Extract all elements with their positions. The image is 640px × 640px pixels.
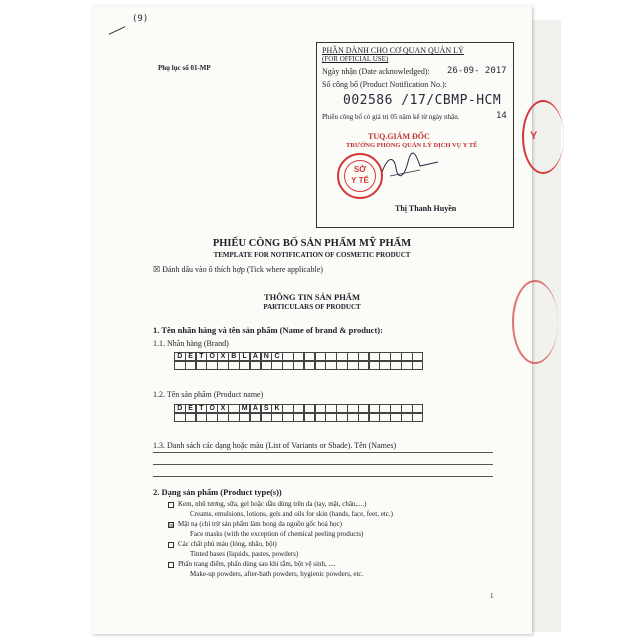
product-blank-cell[interactable] — [358, 413, 370, 422]
signature-image — [380, 150, 440, 180]
brand-letter-cell[interactable] — [336, 352, 348, 361]
brand-letter-cell[interactable]: T — [196, 352, 208, 361]
brand-letter-cell[interactable]: B — [228, 352, 240, 361]
option-1-checkbox[interactable] — [168, 502, 174, 508]
product-blank-cell[interactable] — [412, 413, 424, 422]
signer-name: Thị Thanh Huyền — [395, 204, 457, 213]
brand-letter-cell[interactable] — [325, 352, 337, 361]
product-blank-cell[interactable] — [206, 413, 218, 422]
brand-grid — [174, 352, 423, 361]
product-blank-cell[interactable] — [325, 413, 337, 422]
brand-blank-cell[interactable] — [412, 361, 424, 370]
brand-blank-cell[interactable] — [369, 361, 381, 370]
official-subtitle: (FOR OFFICIAL USE) — [322, 55, 389, 63]
product-letter-cell[interactable] — [401, 404, 413, 413]
brand-blank-cell[interactable] — [228, 361, 240, 370]
brand-blank-cell[interactable] — [401, 361, 413, 370]
product-letter-cell[interactable]: A — [250, 404, 262, 413]
signer-department: TRƯỞNG PHÒNG QUẢN LÝ DỊCH VỤ Y TẾ — [346, 142, 478, 149]
brand-blank-cell[interactable] — [250, 361, 262, 370]
brand-letter-cell[interactable] — [315, 352, 327, 361]
product-letter-cell[interactable] — [304, 404, 316, 413]
brand-blank-cell[interactable] — [239, 361, 251, 370]
section-title: THÔNG TIN SẢN PHẨM — [264, 292, 360, 302]
option-3-vi: Các chất phủ màu (lỏng, nhão, bột) — [178, 540, 277, 548]
product-letter-cell[interactable] — [315, 404, 327, 413]
product-blank-cell[interactable] — [347, 413, 359, 422]
product-blank-cell[interactable] — [304, 413, 316, 422]
product-letter-cell[interactable]: O — [206, 404, 218, 413]
option-1-en: Creams, emulsions, lotions, gels and oils for skin (hands, face, feet, etc.) — [190, 510, 393, 518]
brand-letter-cell[interactable] — [369, 352, 381, 361]
brand-letter-cell[interactable] — [379, 352, 391, 361]
product-letter-cell[interactable] — [369, 404, 381, 413]
date-value: 26-09- 2017 — [447, 66, 507, 76]
brand-blank-cell[interactable] — [282, 361, 294, 370]
variants-label: 1.3. Danh sách các dạng hoặc màu (List of Variants or Shade). Tên (Names) — [153, 441, 397, 450]
variants-line-3 — [153, 476, 493, 477]
product-letter-cell[interactable]: E — [185, 404, 197, 413]
tick-note — [153, 265, 323, 274]
product-letter-cell[interactable] — [358, 404, 370, 413]
option-4-checkbox[interactable] — [168, 562, 174, 568]
brand-letter-cell[interactable]: N — [261, 352, 273, 361]
product-blank-cell[interactable] — [239, 413, 251, 422]
option-4-vi: Phấn trang điểm, phấn dùng sau khi tắm, bột vệ sinh, .... — [178, 560, 336, 568]
brand-letter-cell[interactable]: L — [239, 352, 251, 361]
brand-letter-cell[interactable] — [282, 352, 294, 361]
product-blank-cell[interactable] — [379, 413, 391, 422]
product-letter-cell[interactable]: T — [196, 404, 208, 413]
product-blank-cell[interactable] — [174, 413, 186, 422]
product-blank-cell[interactable] — [217, 413, 229, 422]
side-stamp-top — [522, 100, 564, 174]
page-number: 1 — [490, 592, 494, 600]
brand-letter-cell[interactable] — [401, 352, 413, 361]
product-blank-cell[interactable] — [336, 413, 348, 422]
product-blank-cell[interactable] — [282, 413, 294, 422]
product-letter-cell[interactable] — [282, 404, 294, 413]
brand-blank-cell[interactable] — [293, 361, 305, 370]
brand-blank-cell[interactable] — [304, 361, 316, 370]
brand-letter-cell[interactable] — [304, 352, 316, 361]
brand-blank-cell[interactable] — [217, 361, 229, 370]
variants-line-1 — [153, 452, 493, 453]
notification-number: 002586 /17/CBMP-HCM — [343, 93, 502, 108]
document-subtitle: TEMPLATE FOR NOTIFICATION OF COSMETIC PRODUCT — [213, 251, 411, 259]
brand-blank-cell[interactable] — [358, 361, 370, 370]
product-name-label: 1.2. Tên sản phẩm (Product name) — [153, 390, 264, 399]
part2-heading: 2. Dạng sản phẩm (Product type(s)) — [153, 487, 282, 497]
brand-letter-cell[interactable] — [390, 352, 402, 361]
brand-label: 1.1. Nhãn hàng (Brand) — [153, 339, 229, 348]
brand-grid-row-2 — [174, 361, 423, 370]
section-subtitle: PARTICULARS OF PRODUCT — [263, 303, 361, 311]
brand-blank-cell[interactable] — [196, 361, 208, 370]
product-blank-cell[interactable] — [271, 413, 283, 422]
part1-heading: 1. Tên nhãn hàng và tên sản phẩm (Name of brand & product): — [153, 325, 383, 335]
option-2-en: Face masks (with the exception of chemical peeling products) — [190, 530, 364, 538]
brand-blank-cell[interactable] — [336, 361, 348, 370]
brand-blank-cell[interactable] — [325, 361, 337, 370]
product-letter-cell[interactable]: X — [217, 404, 229, 413]
product-letter-cell[interactable]: M — [239, 404, 251, 413]
option-4-en: Make-up powders, after-bath powders, hygienic powders, etc. — [190, 570, 364, 578]
brand-letter-cell[interactable] — [293, 352, 305, 361]
product-blank-cell[interactable] — [185, 413, 197, 422]
brand-blank-cell[interactable] — [315, 361, 327, 370]
product-letter-cell[interactable] — [293, 404, 305, 413]
product-letter-cell[interactable] — [347, 404, 359, 413]
date-label: Ngày nhận (Date acknowledged): — [322, 67, 430, 76]
brand-blank-cell[interactable] — [261, 361, 273, 370]
product-letter-cell[interactable]: S — [261, 404, 273, 413]
brand-letter-cell[interactable]: E — [185, 352, 197, 361]
brand-letter-cell[interactable]: D — [174, 352, 186, 361]
document-title: PHIẾU CÔNG BỐ SẢN PHẨM MỸ PHẨM — [212, 238, 412, 249]
tick-symbol: ☒ — [153, 265, 161, 274]
product-blank-cell[interactable] — [390, 413, 402, 422]
stamp-line-1: SỞ — [353, 165, 367, 174]
product-letter-cell[interactable] — [325, 404, 337, 413]
brand-letter-cell[interactable]: O — [206, 352, 218, 361]
option-3-checkbox[interactable] — [168, 542, 174, 548]
product-letter-cell[interactable]: D — [174, 404, 186, 413]
brand-letter-cell[interactable] — [412, 352, 424, 361]
option-3-en: Tinted bases (liquids, pastes, powders) — [190, 550, 299, 558]
product-blank-cell[interactable] — [250, 413, 262, 422]
product-blank-cell[interactable] — [293, 413, 305, 422]
product-blank-cell[interactable] — [315, 413, 327, 422]
side-stamp-letter: Y — [530, 130, 538, 142]
option-2-vi: Mặt nạ (chỉ trừ sản phẩm làm bong da nguồn gốc hoá học) — [178, 520, 342, 528]
official-title: PHẦN DÀNH CHO CƠ QUAN QUẢN LÝ — [322, 46, 464, 55]
brand-letter-cell[interactable]: X — [217, 352, 229, 361]
brand-letter-cell[interactable] — [347, 352, 359, 361]
product-letter-cell[interactable] — [228, 404, 240, 413]
product-letter-cell[interactable] — [336, 404, 348, 413]
product-blank-cell[interactable] — [369, 413, 381, 422]
product-letter-cell[interactable] — [390, 404, 402, 413]
annex-label: Phụ lục số 01-MP — [158, 64, 211, 72]
option-1-vi: Kem, nhũ tương, sữa, gel hoặc dầu dùng trên da (tay, mặt, chân,....) — [178, 500, 367, 508]
validity-note: Phiếu công bố có giá trị 05 năm kể từ ngày nhận. — [322, 113, 460, 121]
option-2-checkbox[interactable]: ☒ — [169, 522, 175, 529]
product-blank-cell[interactable] — [196, 413, 208, 422]
product-grid-row-2 — [174, 413, 423, 422]
product-grid — [174, 404, 423, 413]
brand-letter-cell[interactable]: C — [271, 352, 283, 361]
product-letter-cell[interactable] — [379, 404, 391, 413]
product-letter-cell[interactable]: K — [271, 404, 283, 413]
variants-line-2 — [153, 464, 493, 465]
brand-letter-cell[interactable]: A — [250, 352, 262, 361]
stamp-line-2: Y TẾ — [351, 176, 369, 185]
signer-title: TUQ.GIÁM ĐỐC — [368, 132, 430, 141]
corner-mark: (9) — [132, 14, 149, 24]
tick-note-text: Đánh dấu vào ô thích hợp (Tick where applicable) — [162, 265, 323, 274]
product-blank-cell[interactable] — [401, 413, 413, 422]
brand-blank-cell[interactable] — [174, 361, 186, 370]
brand-blank-cell[interactable] — [390, 361, 402, 370]
validity-mark: 14 — [496, 111, 507, 121]
product-blank-cell[interactable] — [261, 413, 273, 422]
brand-blank-cell[interactable] — [379, 361, 391, 370]
product-blank-cell[interactable] — [228, 413, 240, 422]
brand-blank-cell[interactable] — [271, 361, 283, 370]
brand-blank-cell[interactable] — [185, 361, 197, 370]
notification-label: Số công bố (Product Notification No.): — [322, 80, 447, 89]
brand-blank-cell[interactable] — [206, 361, 218, 370]
brand-blank-cell[interactable] — [347, 361, 359, 370]
product-letter-cell[interactable] — [412, 404, 424, 413]
brand-letter-cell[interactable] — [358, 352, 370, 361]
